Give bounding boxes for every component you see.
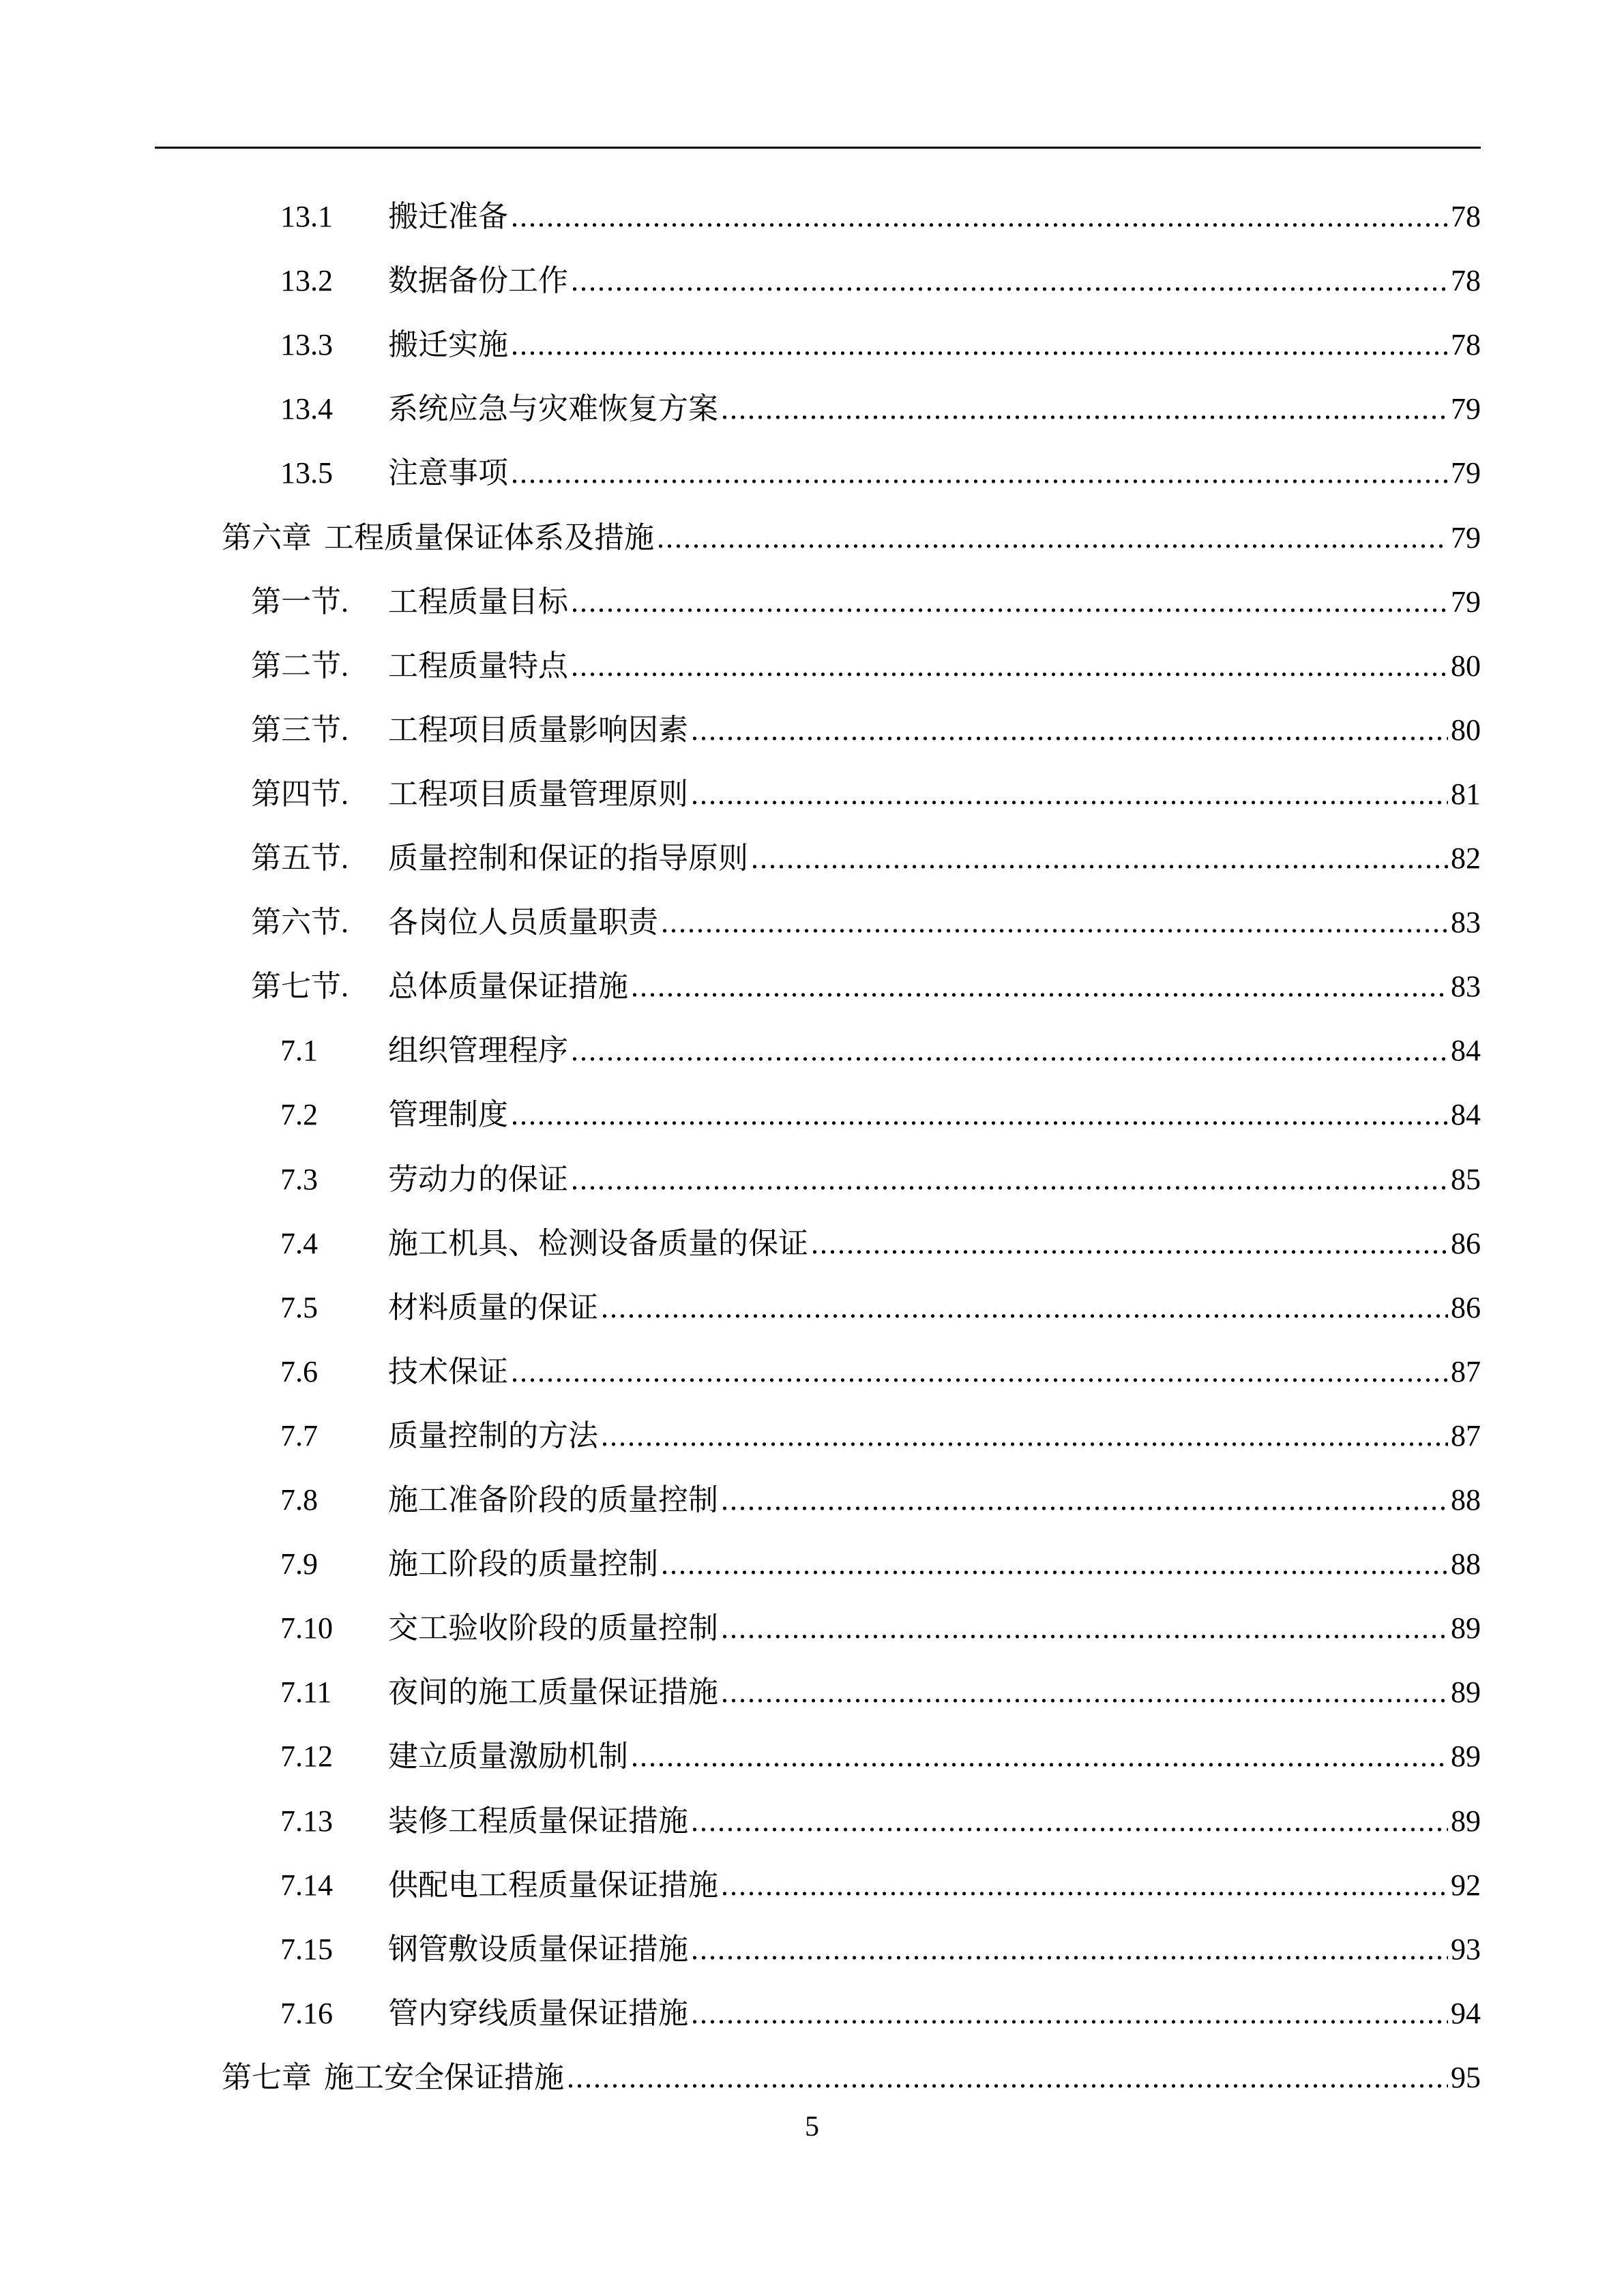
toc-entry[interactable] <box>280 1608 1481 1649</box>
toc-entry-number: 7.1 <box>280 1034 318 1068</box>
toc-entry-title: 各岗位人员质量职责 <box>388 906 658 940</box>
toc-entry-number: 13.5 <box>280 456 333 490</box>
dot-leader <box>721 1865 1448 1906</box>
toc-entry-number: 7.15 <box>280 1932 333 1966</box>
toc-entry[interactable] <box>280 260 1481 301</box>
dot-leader <box>691 1929 1448 1970</box>
dot-leader <box>661 902 1448 943</box>
dot-leader <box>511 1352 1448 1392</box>
toc-entry[interactable] <box>280 1736 1481 1777</box>
toc-entry-number: 第一节. <box>251 584 349 618</box>
toc-entry-title: 搬迁实施 <box>388 328 508 362</box>
toc-entry-title: 工程质量目标 <box>388 584 568 618</box>
toc-entry-title: 总体质量保证措施 <box>388 970 628 1004</box>
toc-entry-number: 第三节. <box>251 713 349 747</box>
toc-entry-page: 86 <box>1451 1226 1481 1260</box>
toc-entry[interactable] <box>280 453 1481 494</box>
toc-entry-number: 7.4 <box>280 1226 318 1260</box>
toc-entry-number: 第二节. <box>251 648 349 683</box>
toc-entry-number: 7.8 <box>280 1483 318 1517</box>
dot-leader <box>691 1801 1448 1842</box>
dot-leader <box>751 838 1448 879</box>
toc-entry-title: 施工阶段的质量控制 <box>388 1547 658 1581</box>
toc-entry-page: 79 <box>1451 584 1481 618</box>
toc-entry-number: 7.6 <box>280 1354 318 1388</box>
toc-entry-page: 89 <box>1451 1740 1481 1774</box>
toc-entry[interactable] <box>222 518 1481 558</box>
toc-entry-title: 钢管敷设质量保证措施 <box>388 1932 688 1966</box>
toc-entry-number: 7.12 <box>280 1740 333 1774</box>
dot-leader <box>511 196 1448 237</box>
toc-entry-title: 搬迁准备 <box>388 200 508 233</box>
toc-entry-title: 施工准备阶段的质量控制 <box>388 1483 718 1517</box>
dot-leader <box>571 260 1448 301</box>
toc-entry-number: 第四节. <box>251 777 349 811</box>
dot-leader <box>631 1736 1448 1777</box>
dot-leader <box>721 389 1448 430</box>
dot-leader <box>661 1544 1448 1585</box>
dot-leader <box>691 774 1448 815</box>
toc-entry[interactable] <box>280 1801 1481 1842</box>
toc-entry[interactable] <box>280 1993 1481 2034</box>
toc-entry-title: 供配电工程质量保证措施 <box>388 1868 718 1902</box>
toc-entry-title: 数据备份工作 <box>388 264 568 298</box>
toc-entry-title: 劳动力的保证 <box>388 1162 568 1196</box>
toc-entry-number: 第五节. <box>251 841 349 875</box>
dot-leader <box>721 1608 1448 1649</box>
toc-entry-title: 质量控制和保证的指导原则 <box>388 841 748 875</box>
toc-entry-number: 第七节. <box>251 970 349 1004</box>
toc-entry-title: 工程项目质量影响因素 <box>388 713 688 747</box>
toc-entry-number: 7.11 <box>280 1675 332 1710</box>
dot-leader <box>657 518 1448 558</box>
toc-entry[interactable] <box>280 325 1481 366</box>
toc-entry-page: 78 <box>1451 200 1481 233</box>
toc-entry-number: 第六章 <box>222 520 312 554</box>
toc-entry[interactable] <box>222 2057 1481 2098</box>
toc-entry[interactable] <box>280 1287 1481 1328</box>
toc-entry-page: 83 <box>1451 906 1481 940</box>
toc-entry-page: 79 <box>1451 520 1481 554</box>
toc-entry-number: 7.5 <box>280 1290 318 1324</box>
toc-entry-title: 技术保证 <box>388 1354 508 1388</box>
toc-entry[interactable] <box>251 646 1481 687</box>
toc-entry-number: 7.13 <box>280 1804 333 1838</box>
toc-entry-page: 80 <box>1451 713 1481 747</box>
toc-entry-page: 87 <box>1451 1418 1481 1452</box>
toc-entry-title: 系统应急与灾难恢复方案 <box>388 392 718 426</box>
toc-entry[interactable] <box>280 196 1481 237</box>
toc-entry-page: 89 <box>1451 1804 1481 1838</box>
toc-entry-title: 管内穿线质量保证措施 <box>388 1996 688 2030</box>
toc-entry-number: 7.10 <box>280 1611 333 1645</box>
dot-leader <box>511 325 1448 366</box>
toc-entry-page: 78 <box>1451 328 1481 362</box>
toc-entry-title: 注意事项 <box>388 456 508 490</box>
toc-entry-page: 84 <box>1451 1098 1481 1132</box>
toc-entry-number: 第六节. <box>251 906 349 940</box>
toc-entry[interactable] <box>280 1030 1481 1071</box>
dot-leader <box>511 453 1448 494</box>
toc-entry-page: 92 <box>1451 1868 1481 1902</box>
dot-leader <box>567 2057 1448 2098</box>
toc-entry-number: 第七章 <box>222 2060 312 2094</box>
toc-entry[interactable] <box>280 389 1481 430</box>
dot-leader <box>691 710 1448 751</box>
toc-entry-page: 93 <box>1451 1932 1481 1966</box>
toc-entry-page: 95 <box>1451 2060 1481 2094</box>
dot-leader <box>811 1223 1448 1264</box>
toc-entry[interactable] <box>280 1159 1481 1200</box>
toc-entry-page: 79 <box>1451 392 1481 426</box>
dot-leader <box>631 966 1448 1007</box>
toc-entry-number: 13.1 <box>280 200 333 233</box>
toc-entry-page: 88 <box>1451 1483 1481 1517</box>
toc-entry-number: 7.2 <box>280 1098 318 1132</box>
toc-entry-title: 施工机具、检测设备质量的保证 <box>388 1226 808 1260</box>
toc-entry-number: 7.16 <box>280 1996 333 2030</box>
toc-entry-title: 工程项目质量管理原则 <box>388 777 688 811</box>
toc-entry[interactable] <box>280 1865 1481 1906</box>
toc-entry-title: 材料质量的保证 <box>388 1290 598 1324</box>
toc-entry-number: 13.3 <box>280 328 333 362</box>
toc-entry[interactable] <box>251 710 1481 751</box>
toc-entry-number: 7.14 <box>280 1868 333 1902</box>
toc-entry-title: 夜间的施工质量保证措施 <box>388 1675 718 1710</box>
toc-entry-title: 组织管理程序 <box>388 1034 568 1068</box>
toc-entry-page: 88 <box>1451 1547 1481 1581</box>
header-rule <box>155 147 1481 149</box>
toc-entry[interactable] <box>251 966 1481 1007</box>
toc-entry[interactable] <box>280 1929 1481 1970</box>
toc-entry[interactable] <box>280 1672 1481 1713</box>
dot-leader <box>571 1030 1448 1071</box>
toc-entry-number: 7.7 <box>280 1418 318 1452</box>
toc-entry-page: 78 <box>1451 264 1481 298</box>
toc-entry-number: 13.2 <box>280 264 333 298</box>
toc-entry-number: 7.9 <box>280 1547 318 1581</box>
dot-leader <box>721 1480 1448 1521</box>
dot-leader <box>601 1416 1448 1457</box>
toc-entry-page: 79 <box>1451 456 1481 490</box>
toc-entry-page: 81 <box>1451 777 1481 811</box>
dot-leader <box>601 1287 1448 1328</box>
dot-leader <box>721 1672 1448 1713</box>
toc-entry[interactable] <box>280 1480 1481 1521</box>
toc-entry[interactable] <box>280 1416 1481 1457</box>
toc-entry-title: 管理制度 <box>388 1098 508 1132</box>
toc-entry-page: 83 <box>1451 970 1481 1004</box>
toc-entry[interactable] <box>280 1223 1481 1264</box>
dot-leader <box>691 1993 1448 2034</box>
toc-entry[interactable] <box>280 1352 1481 1392</box>
toc-entry-title: 装修工程质量保证措施 <box>388 1804 688 1838</box>
toc-entry-title: 施工安全保证措施 <box>324 2060 564 2094</box>
dot-leader <box>511 1094 1448 1135</box>
toc-entry-page: 87 <box>1451 1354 1481 1388</box>
toc-entry[interactable] <box>280 1094 1481 1135</box>
toc-entry-title: 交工验收阶段的质量控制 <box>388 1611 718 1645</box>
toc-entry-page: 84 <box>1451 1034 1481 1068</box>
toc-entry-title: 建立质量激励机制 <box>388 1740 628 1774</box>
toc-entry-title: 工程质量保证体系及措施 <box>324 520 654 554</box>
dot-leader <box>571 1159 1448 1200</box>
toc-entry[interactable] <box>251 582 1481 623</box>
toc-entry[interactable] <box>280 1544 1481 1585</box>
toc-entry-title: 质量控制的方法 <box>388 1418 598 1452</box>
dot-leader <box>571 646 1448 687</box>
toc-entry-page: 89 <box>1451 1611 1481 1645</box>
page-number: 5 <box>805 2111 819 2143</box>
toc-entry[interactable] <box>251 902 1481 943</box>
toc-entry-number: 13.4 <box>280 392 333 426</box>
toc-entry-page: 85 <box>1451 1162 1481 1196</box>
toc-entry-page: 82 <box>1451 841 1481 875</box>
toc-entry-page: 86 <box>1451 1290 1481 1324</box>
toc-entry-title: 工程质量特点 <box>388 648 568 683</box>
toc-entry[interactable] <box>251 838 1481 879</box>
toc-entry-page: 94 <box>1451 1996 1481 2030</box>
dot-leader <box>571 582 1448 623</box>
toc-entry-page: 89 <box>1451 1675 1481 1710</box>
toc-entry-number: 7.3 <box>280 1162 318 1196</box>
toc-entry[interactable] <box>251 774 1481 815</box>
toc-entry-page: 80 <box>1451 648 1481 683</box>
